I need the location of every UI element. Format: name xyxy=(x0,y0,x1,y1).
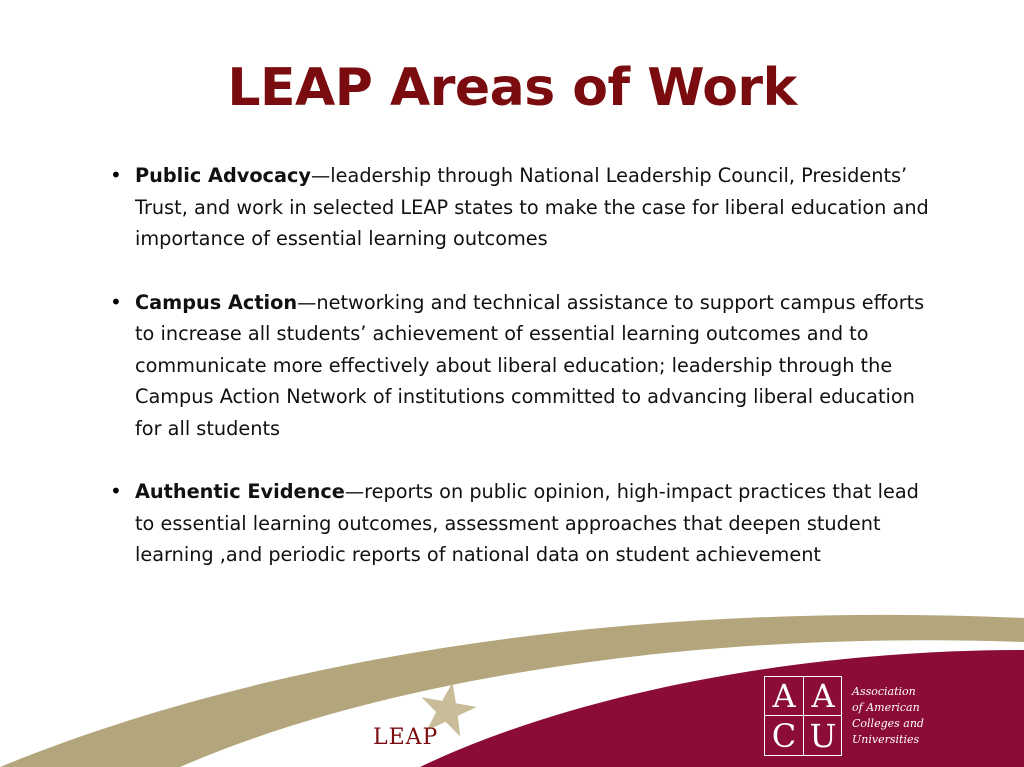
bullet-text xyxy=(135,287,940,445)
aacu-line: Universities xyxy=(852,733,920,746)
aacu-letter: A xyxy=(811,677,835,715)
bullet-text xyxy=(135,476,940,571)
bullet-item-public-advocacy xyxy=(110,160,940,255)
bullet-body: —reports on public opinion, high-impact practices that lead to essential learning outcomes, assessment approaches that deepen student learning ,and periodic reports of national data on student achievement xyxy=(135,480,919,566)
leap-logo: LEAP xyxy=(373,725,439,750)
aacu-logo xyxy=(764,676,924,758)
aacu-line: Colleges and xyxy=(852,717,924,730)
aacu-letter: A xyxy=(772,677,796,715)
bullet-dot: • xyxy=(110,479,122,503)
bullet-body: —networking and technical assistance to support campus efforts to increase all students’ achievement of essential learning outcomes and to communicate more effectively about liberal education; leadership through the Campus Action Network of institutions committed to advancing liberal education for all students xyxy=(135,290,925,440)
bullet-dot: • xyxy=(110,289,122,314)
aacu-line: of American xyxy=(852,701,920,714)
aacu-line: Association xyxy=(852,685,916,698)
slide-title: LEAP Areas of Work xyxy=(227,58,797,118)
bullet-heading: Authentic Evidence xyxy=(135,480,345,503)
bullet-heading: Public Advocacy xyxy=(135,164,311,187)
bullet-body: —leadership through National Leadership Council, Presidents’ Trust, and work in selected LEAP states to make the case for liberal education and importance of essential learning outcomes xyxy=(135,164,929,250)
bullet-list xyxy=(110,160,940,603)
bullet-heading: Campus Action xyxy=(135,290,298,314)
aacu-name xyxy=(852,684,932,748)
aacu-letter: U xyxy=(809,717,837,755)
bullet-dot: • xyxy=(110,163,122,187)
bullet-item-campus-action xyxy=(110,287,940,445)
aacu-monogram xyxy=(764,676,842,756)
bullet-item-authentic-evidence xyxy=(110,476,940,571)
bullet-text xyxy=(135,160,940,255)
aacu-letter: C xyxy=(771,717,797,755)
